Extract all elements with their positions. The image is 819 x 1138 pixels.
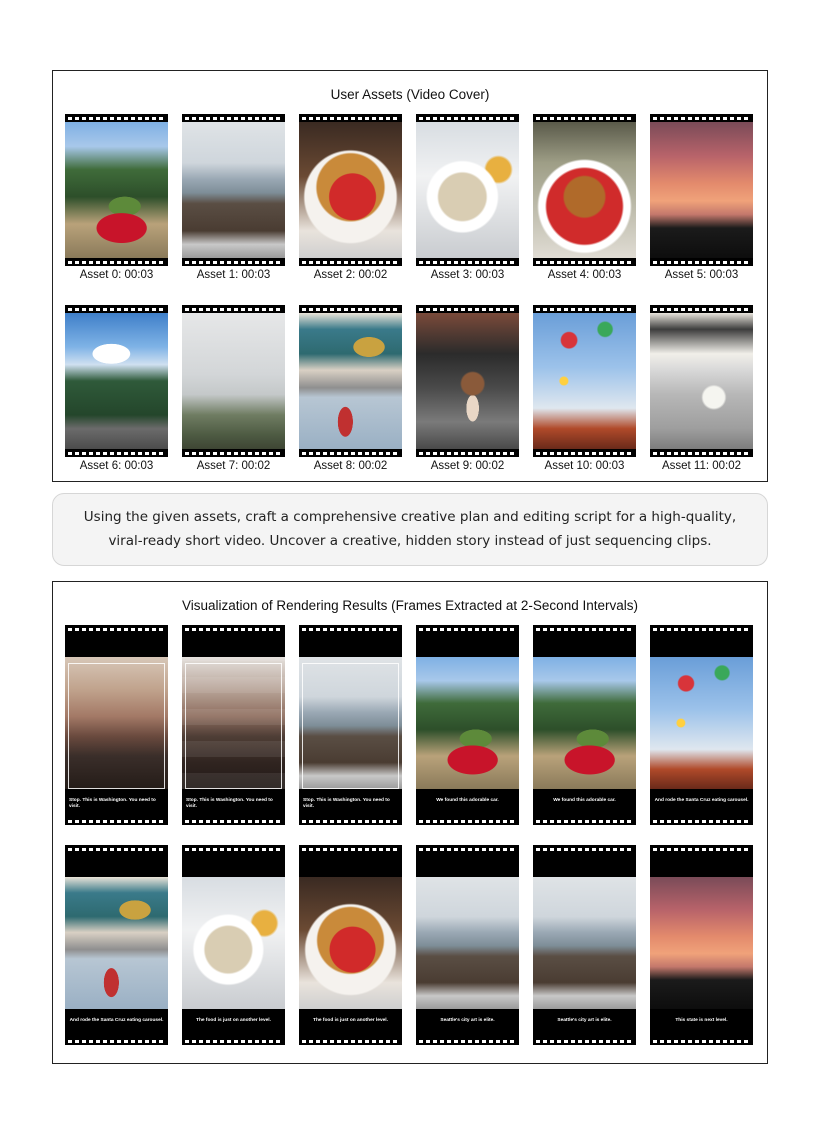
asset-thumbnail <box>650 122 753 258</box>
film-sprocket-top <box>533 305 636 313</box>
render-frame-canvas <box>299 853 402 1037</box>
film-sprocket-top <box>65 845 168 853</box>
film-sprocket-bottom <box>182 449 285 457</box>
film-sprocket-bottom <box>65 449 168 457</box>
film-sprocket-top <box>650 625 753 633</box>
film-sprocket-top <box>533 625 636 633</box>
render-frame-image <box>650 657 753 789</box>
render-frame-image <box>533 877 636 1009</box>
film-sprocket-top <box>182 845 285 853</box>
asset-card <box>65 114 168 283</box>
film-sprocket-top <box>650 845 753 853</box>
film-sprocket-bottom <box>299 1037 402 1045</box>
film-sprocket-top <box>533 114 636 122</box>
film-sprocket-bottom <box>65 1037 168 1045</box>
render-film-strip <box>182 845 285 1045</box>
asset-film-strip <box>533 305 636 457</box>
asset-thumbnail <box>65 122 168 258</box>
asset-label: Asset 0: 00:03 <box>79 269 154 281</box>
film-sprocket-bottom <box>533 449 636 457</box>
render-frame <box>416 845 519 1045</box>
asset-grid <box>65 114 753 474</box>
film-sprocket-bottom <box>650 1037 753 1045</box>
asset-card <box>533 114 636 283</box>
film-sprocket-bottom <box>533 258 636 266</box>
asset-thumbnail <box>533 122 636 258</box>
render-frame-grid <box>65 625 753 1045</box>
render-frame-canvas <box>416 853 519 1037</box>
render-film-strip <box>182 625 285 825</box>
transition-outline <box>68 663 165 789</box>
prompt-line-1: Using the given assets, craft a comprehensive creative plan and editing script for a high-quality, <box>83 509 737 525</box>
film-sprocket-top <box>182 305 285 313</box>
render-frame-canvas <box>416 633 519 817</box>
render-frame-canvas <box>533 853 636 1037</box>
film-sprocket-bottom <box>650 817 753 825</box>
film-sprocket-bottom <box>182 1037 285 1045</box>
frame-subtitle: Stop. This is Washington. You need to visit. <box>303 798 390 809</box>
asset-label: Asset 1: 00:03 <box>196 269 271 281</box>
render-frame-image <box>416 657 519 789</box>
prompt-box <box>52 493 768 566</box>
film-sprocket-bottom <box>416 258 519 266</box>
asset-label: Asset 7: 00:02 <box>196 460 271 472</box>
transition-outline <box>185 663 282 789</box>
film-sprocket-top <box>416 625 519 633</box>
frame-subtitle: We found this adorable car. <box>436 798 499 803</box>
film-sprocket-bottom <box>650 258 753 266</box>
asset-label: Asset 2: 00:02 <box>313 269 388 281</box>
render-film-strip <box>416 625 519 825</box>
transition-outline <box>302 663 399 789</box>
render-frame-image <box>416 877 519 1009</box>
render-frame-image <box>65 877 168 1009</box>
asset-thumbnail <box>533 313 636 449</box>
film-sprocket-top <box>416 305 519 313</box>
asset-label: Asset 10: 00:03 <box>544 460 625 472</box>
asset-card <box>182 305 285 474</box>
user-assets-title: User Assets (Video Cover) <box>330 87 490 102</box>
film-sprocket-bottom <box>650 449 753 457</box>
render-film-strip <box>650 845 753 1045</box>
render-frame <box>650 625 753 825</box>
asset-film-strip <box>65 305 168 457</box>
frame-subtitle: Stop. This is Washington. You need to visit. <box>69 798 156 809</box>
render-frame <box>416 625 519 825</box>
frame-subtitle: Stop. This is Washington. You need to visit. <box>186 798 273 809</box>
asset-film-strip <box>416 114 519 266</box>
film-sprocket-bottom <box>299 817 402 825</box>
film-sprocket-bottom <box>416 1037 519 1045</box>
frame-subtitle: Seattle's city art is elite. <box>440 1018 495 1023</box>
render-frame <box>533 845 636 1045</box>
film-sprocket-top <box>650 114 753 122</box>
render-film-strip <box>299 845 402 1045</box>
render-frame <box>65 845 168 1045</box>
render-frame-image <box>650 877 753 1009</box>
render-frame-image <box>182 877 285 1009</box>
film-sprocket-bottom <box>416 449 519 457</box>
asset-label: Asset 8: 00:02 <box>313 460 388 472</box>
render-frame-canvas <box>65 853 168 1037</box>
film-sprocket-bottom <box>533 1037 636 1045</box>
prompt-line-2: viral-ready short video. Uncover a creative, hidden story instead of just sequencing clips. <box>108 533 712 549</box>
asset-film-strip <box>650 305 753 457</box>
render-frame <box>182 625 285 825</box>
asset-film-strip <box>65 114 168 266</box>
asset-film-strip <box>650 114 753 266</box>
film-sprocket-top <box>299 114 402 122</box>
rendering-results-title: Visualization of Rendering Results (Frames Extracted at 2-Second Intervals) <box>182 598 638 613</box>
render-film-strip <box>299 625 402 825</box>
render-film-strip <box>650 625 753 825</box>
frame-subtitle: Seattle's city art is elite. <box>557 1018 612 1023</box>
frame-subtitle: The food is just on another level. <box>313 1018 388 1023</box>
film-sprocket-top <box>299 305 402 313</box>
frame-subtitle: This state is next level. <box>675 1018 728 1023</box>
asset-card <box>65 305 168 474</box>
asset-thumbnail <box>650 313 753 449</box>
asset-film-strip <box>533 114 636 266</box>
asset-label: Asset 9: 00:02 <box>430 460 505 472</box>
asset-card <box>416 114 519 283</box>
render-frame-canvas <box>182 853 285 1037</box>
film-sprocket-top <box>299 625 402 633</box>
asset-thumbnail <box>416 122 519 258</box>
film-sprocket-top <box>182 625 285 633</box>
render-frame <box>533 625 636 825</box>
asset-label: Asset 3: 00:03 <box>430 269 505 281</box>
render-film-strip <box>533 845 636 1045</box>
render-frame-canvas <box>650 853 753 1037</box>
asset-thumbnail <box>299 122 402 258</box>
film-sprocket-top <box>182 114 285 122</box>
asset-label: Asset 11: 00:02 <box>661 460 742 472</box>
asset-thumbnail <box>182 313 285 449</box>
asset-thumbnail <box>182 122 285 258</box>
asset-card <box>299 114 402 283</box>
frame-subtitle: And rode the Santa Cruz eating carousel. <box>654 798 749 803</box>
frame-subtitle: We found this adorable car. <box>553 798 616 803</box>
film-sprocket-bottom <box>65 817 168 825</box>
asset-label: Asset 4: 00:03 <box>547 269 622 281</box>
render-frame-canvas <box>650 633 753 817</box>
frame-subtitle: The food is just on another level. <box>196 1018 271 1023</box>
film-sprocket-bottom <box>65 258 168 266</box>
render-frame <box>182 845 285 1045</box>
asset-film-strip <box>182 305 285 457</box>
asset-card <box>650 114 753 283</box>
render-frame <box>299 845 402 1045</box>
frame-subtitle: And rode the Santa Cruz eating carousel. <box>69 1018 164 1023</box>
film-sprocket-top <box>65 305 168 313</box>
render-film-strip <box>65 845 168 1045</box>
render-film-strip <box>65 625 168 825</box>
asset-film-strip <box>182 114 285 266</box>
render-frame-image <box>533 657 636 789</box>
asset-label: Asset 5: 00:03 <box>664 269 739 281</box>
asset-thumbnail <box>65 313 168 449</box>
render-frame-canvas <box>533 633 636 817</box>
asset-film-strip <box>299 305 402 457</box>
user-assets-panel <box>52 70 768 482</box>
film-sprocket-bottom <box>182 817 285 825</box>
film-sprocket-top <box>416 845 519 853</box>
asset-card <box>650 305 753 474</box>
film-sprocket-bottom <box>533 817 636 825</box>
film-sprocket-top <box>65 625 168 633</box>
asset-film-strip <box>416 305 519 457</box>
film-sprocket-bottom <box>416 817 519 825</box>
asset-card <box>533 305 636 474</box>
asset-card <box>416 305 519 474</box>
film-sprocket-top <box>533 845 636 853</box>
rendering-results-panel <box>52 581 768 1064</box>
asset-card <box>299 305 402 474</box>
asset-thumbnail <box>299 313 402 449</box>
render-frame <box>65 625 168 825</box>
film-sprocket-top <box>65 114 168 122</box>
render-frame-image <box>299 877 402 1009</box>
film-sprocket-top <box>416 114 519 122</box>
render-frame <box>299 625 402 825</box>
render-film-strip <box>533 625 636 825</box>
film-sprocket-bottom <box>299 449 402 457</box>
render-film-strip <box>416 845 519 1045</box>
asset-card <box>182 114 285 283</box>
film-sprocket-top <box>299 845 402 853</box>
asset-label: Asset 6: 00:03 <box>79 460 154 472</box>
film-sprocket-bottom <box>299 258 402 266</box>
asset-film-strip <box>299 114 402 266</box>
asset-thumbnail <box>416 313 519 449</box>
film-sprocket-top <box>650 305 753 313</box>
film-sprocket-bottom <box>182 258 285 266</box>
render-frame <box>650 845 753 1045</box>
